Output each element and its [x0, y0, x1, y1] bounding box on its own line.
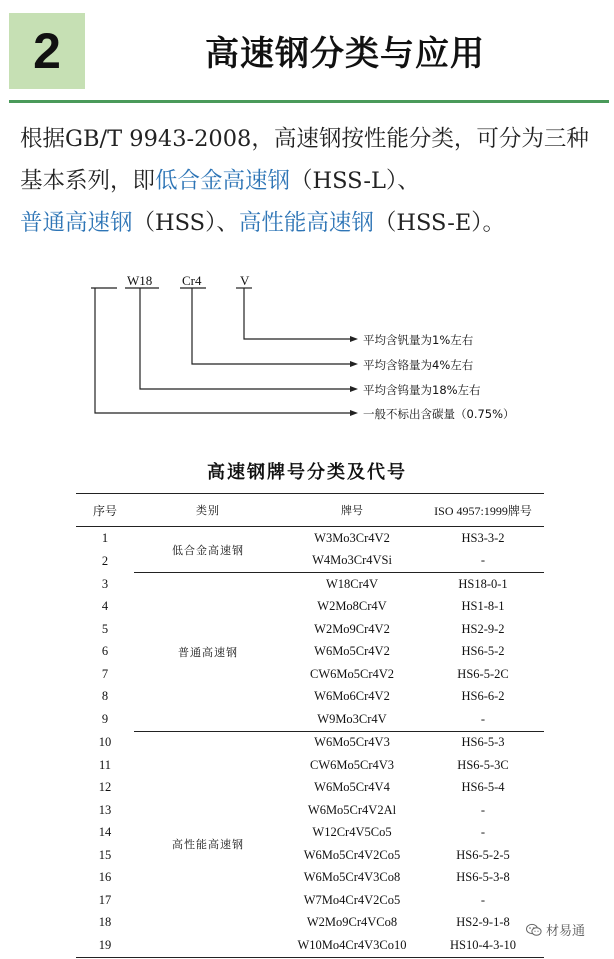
diagram-note-w: 平均含钨量为18%左右: [363, 383, 481, 397]
section-title: 高速钢分类与应用: [205, 34, 485, 74]
cell-index: 7: [101, 666, 109, 681]
cell-grade: W6Mo5Cr4V2: [314, 644, 390, 659]
intro-text: 根据GB/T 9943-2008，高速钢按性能分类，可分为三种基本系列，即: [20, 126, 589, 194]
cell-grade: W6Mo5Cr4V2Al: [307, 802, 397, 817]
cell-grade: W4Mo3Cr4VSi: [282, 550, 422, 573]
diagram-note-c: 一般不标出含碳量（0.75%）: [363, 407, 515, 421]
cell-grade: W2Mo9Cr4VCo8: [306, 915, 398, 930]
cell-iso-grade: HS18-0-1: [458, 576, 508, 591]
cell-iso-grade: HS6-6-2: [461, 689, 505, 704]
table-row: [76, 527, 544, 550]
cell-iso-grade: HS6-5-3-8: [456, 870, 510, 885]
cell-iso-grade: HS6-5-3C: [457, 757, 509, 772]
grade-designation-diagram: [0, 266, 614, 432]
cell-index: 17: [98, 892, 112, 907]
cell-grade: W6Mo6Cr4V2: [314, 689, 390, 704]
cell-grade: W6Mo5Cr4V3: [314, 735, 390, 750]
cell-index: 9: [101, 712, 109, 726]
cell-iso-grade: -: [480, 802, 486, 817]
diagram-leader-v: [244, 288, 352, 339]
cell-iso-grade: HS6-5-4: [461, 780, 505, 795]
cell-category: 高性能高速钢: [134, 731, 282, 957]
cell-index: 3: [101, 576, 109, 591]
cell-grade: W12Cr4V5Co5: [312, 825, 392, 840]
cell-iso-grade: HS6-5-2-5: [456, 847, 510, 862]
cell-grade: W7Mo4Cr4V2Co5: [303, 892, 401, 907]
code-low-alloy: （HSS-L）、: [290, 168, 420, 194]
type-high-performance: 高性能高速钢: [238, 210, 374, 236]
grade-table: [76, 493, 544, 958]
cell-category: 普通高速钢: [134, 573, 282, 732]
cell-index: 2: [101, 553, 109, 568]
arrow-icon: [350, 361, 358, 367]
table-header-row: [76, 494, 544, 527]
diagram-part-cr4: Cr4: [182, 273, 202, 288]
cell-index: 19: [76, 934, 134, 957]
section-header: [0, 0, 614, 100]
intro-paragraph: [20, 118, 605, 244]
cell-grade: W2Mo8Cr4V: [317, 599, 387, 614]
cell-iso-grade: -: [422, 550, 544, 573]
cell-iso-grade: -: [480, 825, 486, 840]
cell-index: 6: [101, 644, 109, 659]
section-number: 2: [33, 23, 61, 79]
cell-index: 16: [98, 870, 112, 885]
cell-grade: W6Mo5Cr4V3Co8: [303, 870, 401, 885]
diagram-leader-c: [95, 288, 352, 413]
diagram-part-w18: W18: [127, 273, 153, 288]
watermark: [526, 920, 585, 939]
cell-index: 15: [98, 847, 112, 862]
cell-index: 12: [98, 780, 112, 795]
diagram-part-v: V: [240, 273, 250, 288]
cell-iso-grade: HS6-5-2: [461, 644, 505, 659]
header-iso-grade: ISO 4957:1999牌号: [422, 494, 544, 527]
header-category: 类别: [134, 494, 282, 527]
cell-index: 4: [101, 599, 109, 614]
cell-grade: W10Mo4Cr4V3Co10: [282, 934, 422, 957]
code-high-performance: （HSS-E）。: [373, 210, 505, 236]
cell-category: 低合金高速钢: [134, 527, 282, 573]
cell-iso-grade: HS3-3-2: [461, 530, 505, 545]
cell-iso-grade: -: [480, 892, 486, 907]
cell-grade: CW6Mo5Cr4V3: [309, 757, 395, 772]
cell-grade: W18Cr4V: [325, 576, 379, 591]
diagram-note-v: 平均含钒量为1%左右: [363, 333, 474, 347]
cell-iso-grade: HS6-5-3: [461, 735, 505, 750]
cell-index: 11: [98, 757, 112, 772]
arrow-icon: [350, 386, 358, 392]
cell-index: 13: [98, 802, 112, 817]
cell-index: 10: [98, 735, 112, 749]
cell-index: 8: [101, 689, 109, 704]
cell-index: 5: [101, 621, 109, 636]
cell-grade: W6Mo5Cr4V2Co5: [303, 847, 401, 862]
diagram-leader-cr4: [192, 288, 352, 364]
cell-iso-grade: HS2-9-1-8: [456, 915, 510, 930]
type-general: 普通高速钢: [20, 210, 133, 236]
cell-grade: W3Mo3Cr4V2: [314, 530, 390, 545]
cell-iso-grade: -: [422, 708, 544, 731]
cell-grade: W2Mo9Cr4V2: [314, 621, 390, 636]
header-grade: 牌号: [282, 494, 422, 527]
cell-index: 1: [101, 530, 109, 545]
arrow-icon: [350, 336, 358, 342]
cell-iso-grade: HS10-4-3-10: [422, 934, 544, 957]
arrow-icon: [350, 410, 358, 416]
table-row: [76, 731, 544, 754]
watermark-text: 材易通: [546, 924, 586, 939]
table-row: [76, 573, 544, 596]
header-index: 序号: [76, 494, 134, 527]
cell-iso-grade: HS6-5-2C: [457, 666, 509, 681]
code-general: （HSS）、: [132, 210, 239, 236]
cell-index: 14: [98, 825, 112, 840]
table-body: [76, 527, 544, 958]
header-divider: [9, 100, 609, 103]
diagram-note-cr: 平均含铬量为4%左右: [363, 358, 474, 372]
wechat-icon: [526, 923, 542, 937]
cell-iso-grade: HS1-8-1: [461, 599, 505, 614]
cell-grade: W6Mo5Cr4V4: [314, 780, 390, 795]
cell-index: 18: [98, 915, 112, 930]
cell-iso-grade: HS2-9-2: [461, 621, 505, 636]
table-title: 高速钢牌号分类及代号: [207, 462, 407, 483]
cell-grade: W9Mo3Cr4V: [282, 708, 422, 731]
type-low-alloy: 低合金高速钢: [155, 168, 291, 194]
section-number-badge: [9, 13, 85, 89]
cell-grade: CW6Mo5Cr4V2: [309, 666, 395, 681]
